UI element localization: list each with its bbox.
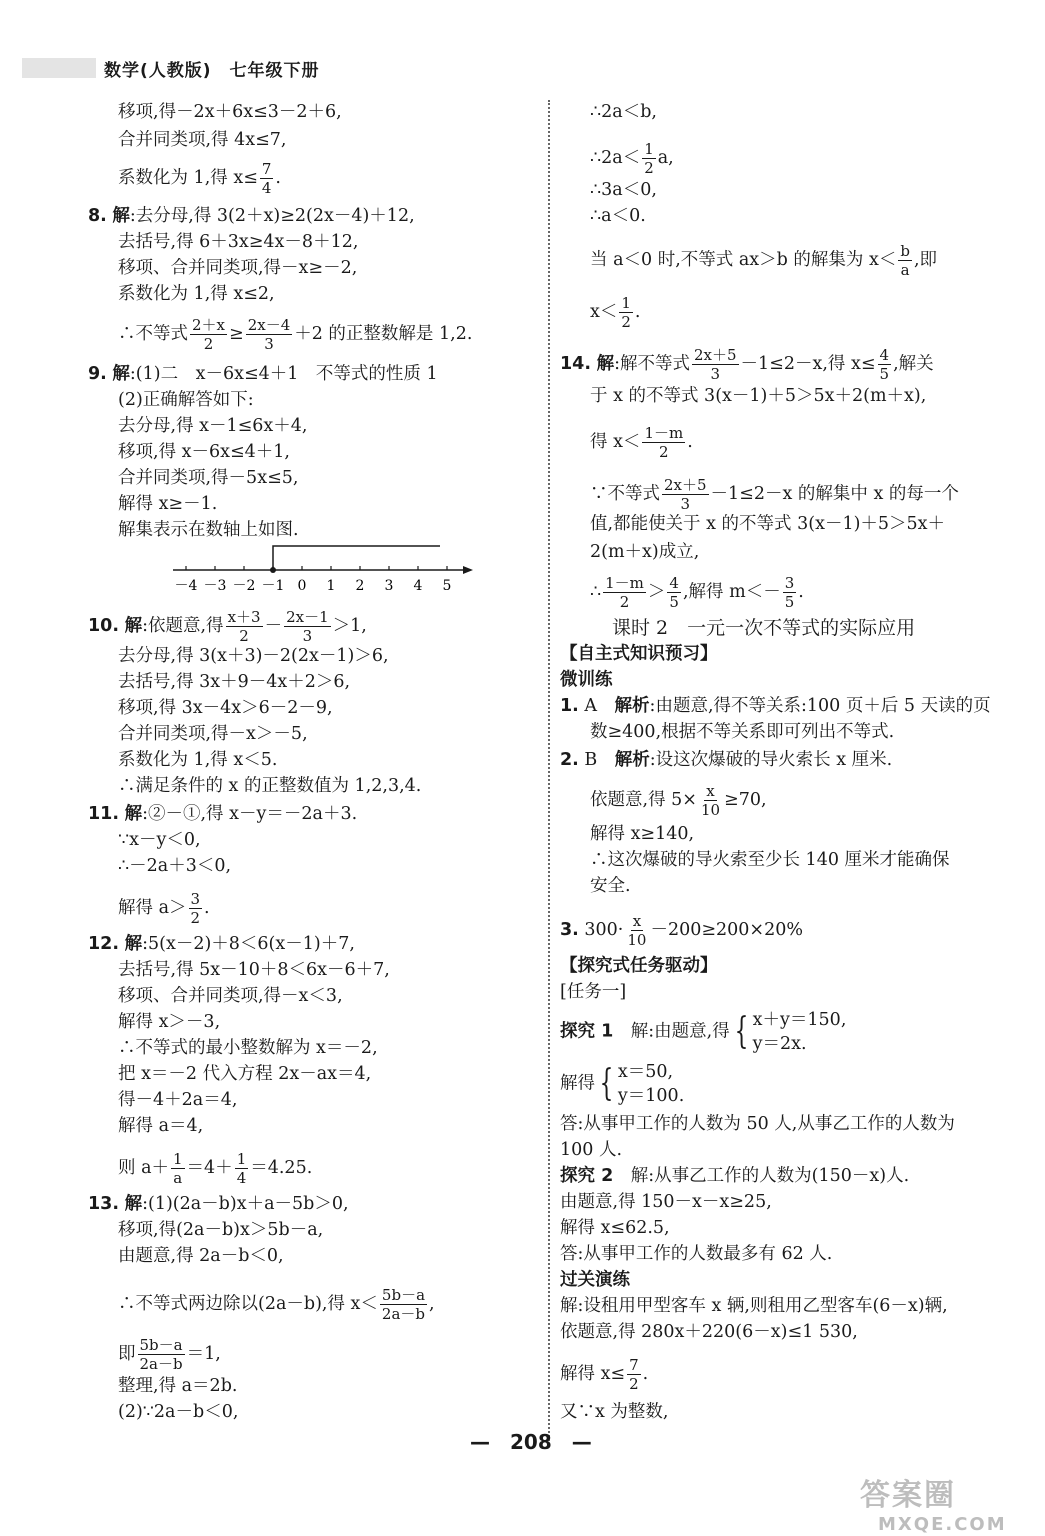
text-line: 去分母,得 x－1≤6x＋4,	[118, 416, 308, 436]
text-line: 由题意,得 2a－b＜0,	[118, 1246, 284, 1266]
text-line: 解得 x≤62.5,	[560, 1218, 670, 1238]
problem-10: 10. 解:依题意,得 $\frac{x+3}{2}$ － $\frac{2x-1}{3}$ ＞1,	[88, 608, 367, 645]
text-line: 系数化为 1,得 x≤ $\frac{7}{4}$ .	[118, 160, 281, 197]
question-2: 2. B 解析:设这次爆破的导火索长 x 厘米.	[560, 750, 893, 770]
axis-tick-label: 2	[355, 578, 365, 594]
text-line: 2(m＋x)成立,	[590, 542, 700, 562]
text-line: ∴不等式两边除以(2a－b),得 x＜ $\frac{5b-a}{2a-b}$ ,	[118, 1286, 435, 1323]
watermark-text: 答案圈	[860, 1478, 956, 1513]
text-line: 解得 x≥140,	[590, 824, 695, 844]
problem-14: 14. 解:解不等式 $\frac{2x+5}{3}$ －1≤2－x,得 x≤ $\frac{4}{5}$ ,解关	[560, 346, 934, 383]
text-line: 答:从事甲工作的人数为 50 人,从事乙工作的人数为	[560, 1114, 955, 1134]
text-line: 安全.	[590, 876, 631, 896]
text-line: ∴这次爆破的导火索至少长 140 厘米才能确保	[590, 850, 950, 870]
text-line: 即 $\frac{5b-a}{2a-b}$ ＝1,	[118, 1336, 221, 1373]
number-line-figure	[88, 540, 478, 600]
text-line: (2)正确解答如下:	[118, 390, 254, 410]
text-line: 值,都能使关于 x 的不等式 3(x－1)＋5＞5x＋	[590, 514, 946, 534]
text-line: 则 a＋ $\frac{1}{a}$ ＝4＋ $\frac{1}{4}$ ＝4.25.	[118, 1150, 313, 1187]
text-line: 答:从事甲工作的人数最多有 62 人.	[560, 1244, 833, 1264]
text-line: 移项,得(2a－b)x＞5b－a,	[118, 1220, 324, 1240]
page-number: — 208 —	[470, 1430, 592, 1454]
text-line: 解得 x≥－1.	[118, 494, 218, 514]
text-line: 解集表示在数轴上如图.	[118, 520, 299, 540]
text-line: 合并同类项,得 4x≤7,	[118, 130, 287, 150]
text-line: 去括号,得 3x＋9－4x＋2＞6,	[118, 672, 351, 692]
axis-tick-label: 3	[384, 578, 394, 594]
problem-13: 13. 解:(1)(2a－b)x＋a－5b＞0,	[88, 1194, 349, 1214]
watermark-url: MXQE.COM	[878, 1514, 1007, 1535]
section-heading: 【探究式任务驱动】	[560, 956, 718, 976]
text-line: 解得 { x＝50, y＝100.	[560, 1062, 685, 1106]
explore-2: 探究 2 解:从事乙工作的人数为(150－x)人.	[560, 1166, 910, 1186]
lesson-title: 课时 2 一元一次不等式的实际应用	[612, 617, 916, 639]
text-line: 100 人.	[560, 1140, 623, 1160]
text-line: 解得 x≤ $\frac{7}{2}$ .	[560, 1356, 649, 1393]
question-1: 1. A 解析:由题意,得不等关系:100 页＋后 5 天读的页	[560, 696, 991, 716]
text-line: ∴3a＜0,	[590, 180, 657, 200]
question-3: 3. 300· $\frac{x}{10}$ －200≥200×20%	[560, 912, 803, 949]
text-line: ∴2a＜b,	[590, 102, 657, 122]
axis-tick-label: 1	[326, 578, 336, 594]
text-line: 系数化为 1,得 x＜5.	[118, 750, 278, 770]
text-line: 移项,得 x－6x≤4＋1,	[118, 442, 290, 462]
text-line: ∴不等式 $\frac{2+x}{2}$ ≥ $\frac{2x-4}{3}$ ＋2 的正整数解是 1,2.	[118, 316, 473, 353]
watermark-logo	[860, 1470, 1030, 1535]
axis-tick-label: －2	[232, 578, 256, 594]
text-line: 解得 a＞ $\frac{3}{2}$ .	[118, 890, 210, 927]
text-line: 于 x 的不等式 3(x－1)＋5＞5x＋2(m＋x),	[590, 386, 927, 406]
problem-9: 9. 解:(1)二 x－6x≤4＋1 不等式的性质 1	[88, 364, 438, 384]
section-heading: 【自主式知识预习】	[560, 644, 718, 664]
axis-arrow-icon	[463, 566, 473, 574]
text-line: 系数化为 1,得 x≤2,	[118, 284, 275, 304]
text-line: 去分母,得 3(x＋3)－2(2x－1)＞6,	[118, 646, 389, 666]
text-line: ∵不等式 $\frac{2x+5}{3}$ －1≤2－x 的解集中 x 的每一个	[590, 476, 959, 513]
axis-tick-label: 5	[442, 578, 452, 594]
text-line: ∵x－y＜0,	[118, 830, 201, 850]
header-title: 数学(人教版) 七年级下册	[104, 60, 320, 81]
text-line: 去括号,得 5x－10＋8＜6x－6＋7,	[118, 960, 390, 980]
header-logo	[22, 58, 96, 78]
solution-set-line	[273, 546, 440, 570]
text-line: 依题意,得 280x＋220(6－x)≤1 530,	[560, 1322, 858, 1342]
text-line: 数≥400,根据不等关系即可列出不等式.	[590, 722, 895, 742]
text-line: 整理,得 a＝2b.	[118, 1376, 238, 1396]
task-heading: [任务一]	[560, 982, 627, 1002]
text-line: 合并同类项,得－5x≤5,	[118, 468, 299, 488]
axis-tick-label: 0	[297, 578, 307, 594]
text-line: 当 a＜0 时,不等式 ax＞b 的解集为 x＜ $\frac{b}{a}$ ,即	[590, 242, 938, 279]
text-line: ∴－2a＋3＜0,	[118, 856, 232, 876]
subsection-heading: 微训练	[560, 670, 613, 690]
text-line: 得 x＜ $\frac{1-m}{2}$ .	[590, 424, 693, 461]
problem-8: 8. 解:去分母,得 3(2＋x)≥2(2x－4)＋12,	[88, 206, 415, 226]
text-line: ∴ $\frac{1-m}{2}$ ＞ $\frac{4}{5}$ ,解得 m＜－ $\frac{3}{5}$ .	[590, 574, 804, 611]
axis-tick-label: －4	[174, 578, 198, 594]
axis-tick-label: －1	[261, 578, 285, 594]
axis-tick-label: 4	[413, 578, 423, 594]
text-line: (2)∵2a－b＜0,	[118, 1402, 239, 1422]
text-line: 移项,得－2x＋6x≤3－2＋6,	[118, 102, 342, 122]
problem-12: 12. 解:5(x－2)＋8＜6(x－1)＋7,	[88, 934, 355, 954]
text-line: ∴满足条件的 x 的正整数值为 1,2,3,4.	[118, 776, 422, 796]
text-line: 合并同类项,得－x＞－5,	[118, 724, 308, 744]
text-line: 移项、合并同类项,得－x＜3,	[118, 986, 343, 1006]
axis-tick-label: －3	[203, 578, 227, 594]
text-line: ∴2a＜ $\frac{1}{2}$ a,	[590, 140, 674, 177]
text-line: 解:设租用甲型客车 x 辆,则租用乙型客车(6－x)辆,	[560, 1296, 948, 1316]
text-line: 去括号,得 6＋3x≥4x－8＋12,	[118, 232, 359, 252]
column-divider	[548, 100, 550, 1445]
text-line: 依题意,得 5× $\frac{x}{10}$ ≥70,	[590, 782, 767, 819]
text-line: ∴a＜0.	[590, 206, 646, 226]
text-line: 得－4＋2a＝4,	[118, 1090, 238, 1110]
text-line: x＜ $\frac{1}{2}$ .	[590, 294, 641, 331]
text-line: 移项,得 3x－4x＞6－2－9,	[118, 698, 333, 718]
problem-11: 11. 解:②－①,得 x－y＝－2a＋3.	[88, 804, 358, 824]
text-line: ∴不等式的最小整数解为 x＝－2,	[118, 1038, 378, 1058]
text-line: 解得 a＝4,	[118, 1116, 204, 1136]
text-line: 移项、合并同类项,得－x≥－2,	[118, 258, 358, 278]
subsection-heading: 过关演练	[560, 1270, 630, 1290]
page-header	[22, 56, 320, 80]
explore-1: 探究 1 解:由题意,得 { x＋y＝150, y＝2x.	[560, 1010, 847, 1054]
text-line: 把 x＝－2 代入方程 2x－ax＝4,	[118, 1064, 372, 1084]
text-line: 解得 x＞－3,	[118, 1012, 221, 1032]
text-line: 由题意,得 150－x－x≥25,	[560, 1192, 772, 1212]
text-line: 又∵x 为整数,	[560, 1402, 669, 1422]
